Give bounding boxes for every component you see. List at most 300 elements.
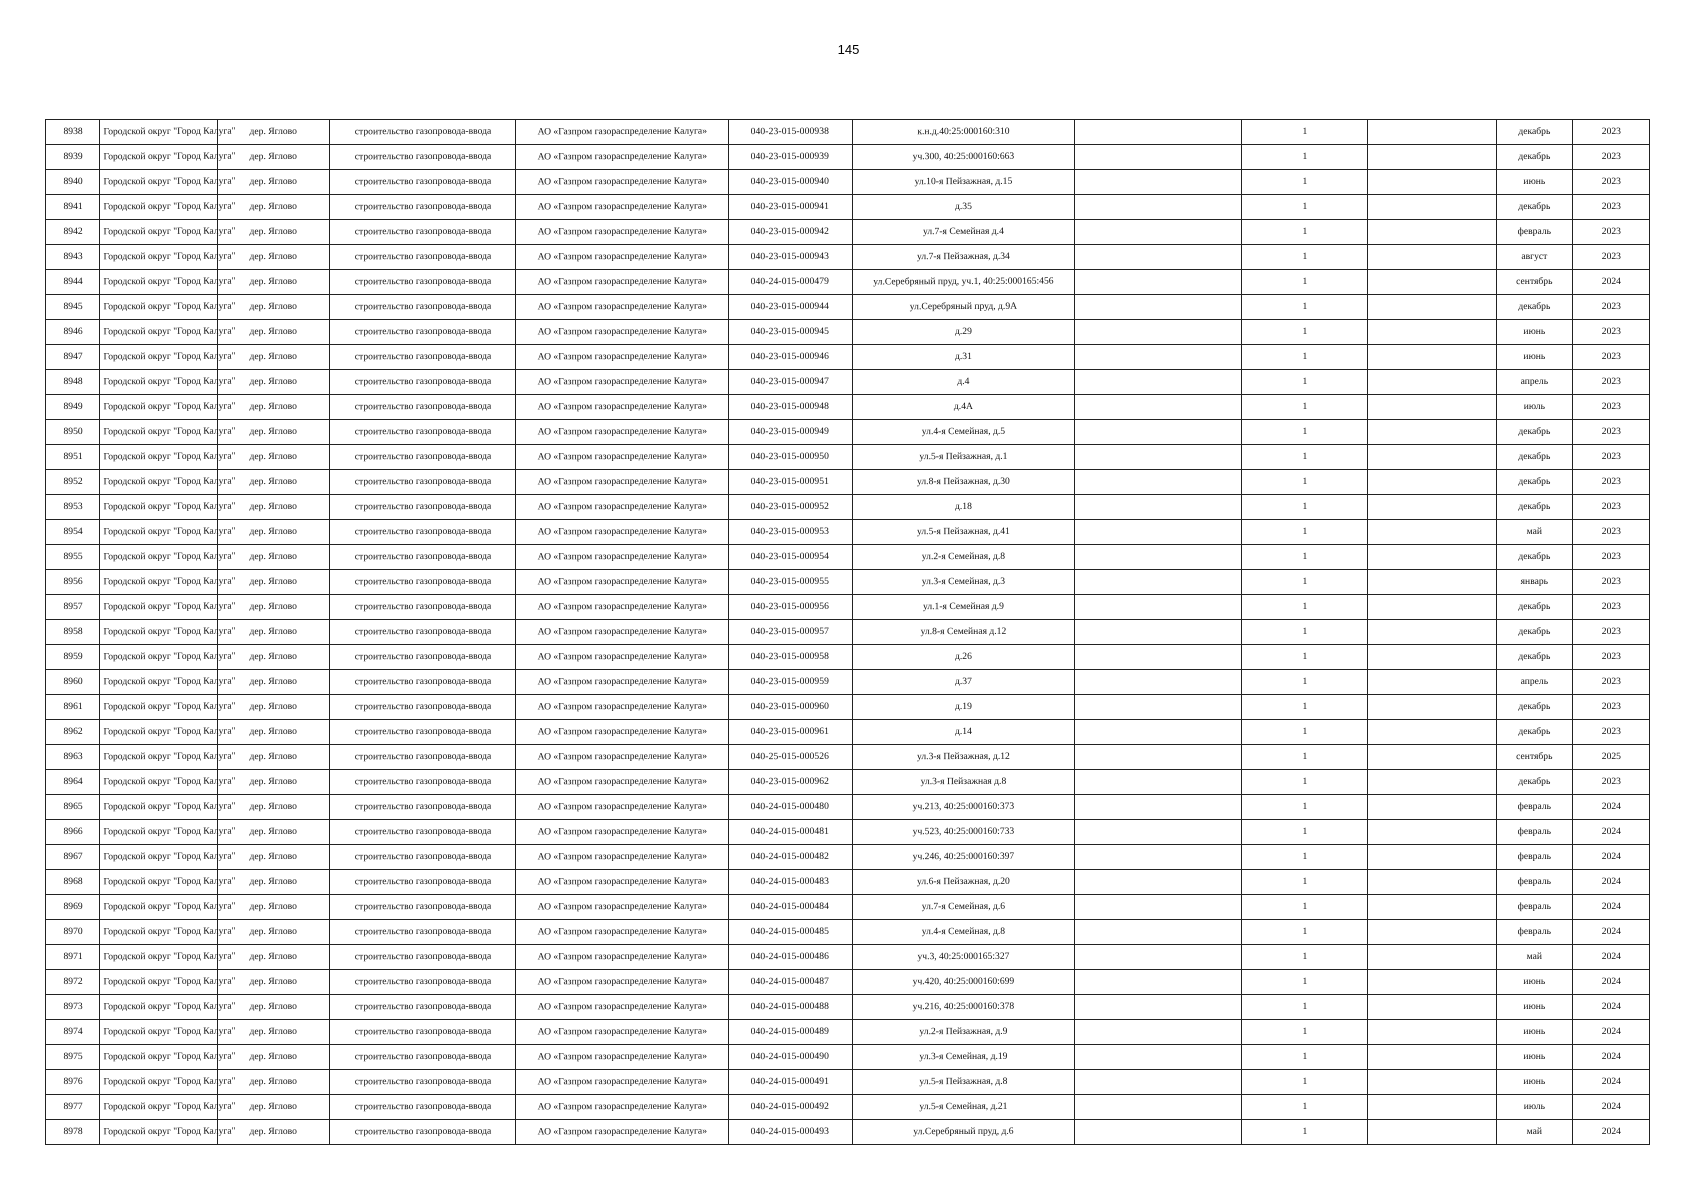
note-cell: [1075, 919, 1242, 945]
quantity-cell: 1: [1241, 694, 1367, 720]
company-cell: АО «Газпром газораспределение Калуга»: [516, 1094, 729, 1120]
district-cell: Городской округ "Город Калуга": [100, 844, 218, 870]
month-cell: июнь: [1496, 344, 1573, 369]
address-cell: д.35: [852, 194, 1075, 220]
year-cell: 2025: [1573, 744, 1650, 769]
work-type-cell: строительство газопровода-ввода: [330, 519, 516, 545]
table-row: [46, 645, 1650, 670]
row-number-cell: 8960: [45, 669, 99, 694]
district-cell: Городской округ "Город Калуга": [100, 1119, 218, 1145]
table-row: [46, 1070, 1650, 1095]
work-type-cell: строительство газопровода-ввода: [330, 794, 516, 820]
work-type-cell: строительство газопровода-ввода: [330, 1119, 516, 1145]
quantity-cell: 1: [1241, 469, 1367, 495]
address-cell: д.29: [852, 319, 1075, 345]
note-cell: [1075, 494, 1242, 520]
note-cell: [1075, 369, 1242, 395]
year-cell: 2023: [1573, 569, 1650, 594]
note-cell: [1075, 269, 1242, 295]
month-cell: февраль: [1496, 844, 1573, 869]
row-number-cell: 8952: [45, 469, 99, 494]
note-cell: [1075, 1119, 1242, 1145]
note-cell: [1075, 544, 1242, 570]
district-cell: Городской округ "Город Калуга": [100, 669, 218, 695]
table-row: [46, 195, 1650, 220]
settlement-cell: дер. Яглово: [217, 469, 330, 494]
note-cell: [1075, 869, 1242, 895]
row-number-cell: 8970: [45, 919, 99, 944]
application-code-cell: 040-23-015-000958: [728, 644, 852, 670]
work-type-cell: строительство газопровода-ввода: [330, 319, 516, 345]
settlement-cell: дер. Яглово: [217, 244, 330, 269]
year-cell: 2023: [1573, 769, 1650, 794]
settlement-cell: дер. Яглово: [217, 744, 330, 769]
note-cell: [1075, 219, 1242, 245]
settlement-cell: дер. Яглово: [217, 319, 330, 344]
month-cell: декабрь: [1496, 544, 1573, 569]
table-row: [46, 945, 1650, 970]
table-row: [46, 170, 1650, 195]
company-cell: АО «Газпром газораспределение Калуга»: [516, 994, 729, 1020]
table-row: [46, 845, 1650, 870]
row-number-cell: 8966: [45, 819, 99, 844]
quantity-cell: 1: [1241, 169, 1367, 195]
district-cell: Городской округ "Город Калуга": [100, 394, 218, 420]
note-cell: [1075, 844, 1242, 870]
district-cell: Городской округ "Город Калуга": [100, 894, 218, 920]
settlement-cell: дер. Яглово: [217, 594, 330, 619]
table-row: [46, 145, 1650, 170]
quantity-cell: 1: [1241, 444, 1367, 470]
note-cell: [1075, 419, 1242, 445]
extra-cell: [1367, 919, 1496, 945]
year-cell: 2023: [1573, 719, 1650, 744]
row-number-cell: 8950: [45, 419, 99, 444]
application-code-cell: 040-23-015-000954: [728, 544, 852, 570]
year-cell: 2023: [1573, 619, 1650, 644]
table-row: [46, 520, 1650, 545]
table-row: [46, 395, 1650, 420]
table-row: [46, 720, 1650, 745]
settlement-cell: дер. Яглово: [217, 194, 330, 219]
district-cell: Городской округ "Город Калуга": [100, 794, 218, 820]
company-cell: АО «Газпром газораспределение Калуга»: [516, 419, 729, 445]
settlement-cell: дер. Яглово: [217, 169, 330, 194]
work-type-cell: строительство газопровода-ввода: [330, 844, 516, 870]
row-number-cell: 8975: [45, 1044, 99, 1069]
work-type-cell: строительство газопровода-ввода: [330, 1069, 516, 1095]
month-cell: июнь: [1496, 994, 1573, 1019]
company-cell: АО «Газпром газораспределение Калуга»: [516, 394, 729, 420]
row-number-cell: 8973: [45, 994, 99, 1019]
work-type-cell: строительство газопровода-ввода: [330, 269, 516, 295]
quantity-cell: 1: [1241, 669, 1367, 695]
extra-cell: [1367, 369, 1496, 395]
row-number-cell: 8940: [45, 169, 99, 194]
settlement-cell: дер. Яглово: [217, 544, 330, 569]
company-cell: АО «Газпром газораспределение Калуга»: [516, 744, 729, 770]
district-cell: Городской округ "Город Калуга": [100, 619, 218, 645]
table-row: [46, 745, 1650, 770]
quantity-cell: 1: [1241, 719, 1367, 745]
month-cell: декабрь: [1496, 719, 1573, 744]
row-number-cell: 8956: [45, 569, 99, 594]
district-cell: Городской округ "Город Калуга": [100, 819, 218, 845]
district-cell: Городской округ "Город Калуга": [100, 194, 218, 220]
extra-cell: [1367, 519, 1496, 545]
district-cell: Городской округ "Город Калуга": [100, 769, 218, 795]
company-cell: АО «Газпром газораспределение Калуга»: [516, 269, 729, 295]
settlement-cell: дер. Яглово: [217, 619, 330, 644]
note-cell: [1075, 769, 1242, 795]
row-number-cell: 8948: [45, 369, 99, 394]
settlement-cell: дер. Яглово: [217, 669, 330, 694]
month-cell: декабрь: [1496, 294, 1573, 319]
company-cell: АО «Газпром газораспределение Калуга»: [516, 944, 729, 970]
year-cell: 2024: [1573, 1119, 1650, 1144]
extra-cell: [1367, 619, 1496, 645]
note-cell: [1075, 144, 1242, 170]
extra-cell: [1367, 694, 1496, 720]
address-cell: ул.7-я Семейная д.4: [852, 219, 1075, 245]
address-cell: уч.213, 40:25:000160:373: [852, 794, 1075, 820]
note-cell: [1075, 1094, 1242, 1120]
work-type-cell: строительство газопровода-ввода: [330, 144, 516, 170]
registry-table: [45, 119, 1650, 1145]
row-number-cell: 8953: [45, 494, 99, 519]
address-cell: ул.Серебряный пруд, д.6: [852, 1119, 1075, 1145]
year-cell: 2023: [1573, 519, 1650, 544]
work-type-cell: строительство газопровода-ввода: [330, 294, 516, 320]
note-cell: [1075, 394, 1242, 420]
extra-cell: [1367, 194, 1496, 220]
company-cell: АО «Газпром газораспределение Калуга»: [516, 444, 729, 470]
work-type-cell: строительство газопровода-ввода: [330, 719, 516, 745]
company-cell: АО «Газпром газораспределение Калуга»: [516, 1119, 729, 1145]
work-type-cell: строительство газопровода-ввода: [330, 344, 516, 370]
application-code-cell: 040-25-015-000526: [728, 744, 852, 770]
year-cell: 2024: [1573, 944, 1650, 969]
year-cell: 2023: [1573, 594, 1650, 619]
address-cell: ул.6-я Пейзажная, д.20: [852, 869, 1075, 895]
month-cell: декабрь: [1496, 594, 1573, 619]
table-row: [46, 1095, 1650, 1120]
row-number-cell: 8965: [45, 794, 99, 819]
settlement-cell: дер. Яглово: [217, 1019, 330, 1044]
address-cell: уч.246, 40:25:000160:397: [852, 844, 1075, 870]
extra-cell: [1367, 569, 1496, 595]
district-cell: Городской округ "Город Калуга": [100, 869, 218, 895]
quantity-cell: 1: [1241, 969, 1367, 995]
row-number-cell: 8954: [45, 519, 99, 544]
district-cell: Городской округ "Город Калуга": [100, 294, 218, 320]
quantity-cell: 1: [1241, 369, 1367, 395]
work-type-cell: строительство газопровода-ввода: [330, 194, 516, 220]
month-cell: февраль: [1496, 794, 1573, 819]
extra-cell: [1367, 544, 1496, 570]
company-cell: АО «Газпром газораспределение Калуга»: [516, 619, 729, 645]
quantity-cell: 1: [1241, 594, 1367, 620]
month-cell: декабрь: [1496, 494, 1573, 519]
address-cell: ул.Серебряный пруд, д.9А: [852, 294, 1075, 320]
settlement-cell: дер. Яглово: [217, 819, 330, 844]
month-cell: декабрь: [1496, 419, 1573, 444]
year-cell: 2023: [1573, 294, 1650, 319]
row-number-cell: 8949: [45, 394, 99, 419]
district-cell: Городской округ "Город Калуга": [100, 369, 218, 395]
note-cell: [1075, 469, 1242, 495]
table-row: [46, 970, 1650, 995]
month-cell: февраль: [1496, 219, 1573, 244]
extra-cell: [1367, 244, 1496, 270]
application-code-cell: 040-23-015-000938: [728, 119, 852, 145]
district-cell: Городской округ "Город Калуга": [100, 319, 218, 345]
settlement-cell: дер. Яглово: [217, 569, 330, 594]
address-cell: ул.4-я Семейная, д.8: [852, 919, 1075, 945]
month-cell: январь: [1496, 569, 1573, 594]
settlement-cell: дер. Яглово: [217, 269, 330, 294]
district-cell: Городской округ "Город Калуга": [100, 544, 218, 570]
address-cell: ул.5-я Семейная, д.21: [852, 1094, 1075, 1120]
extra-cell: [1367, 294, 1496, 320]
address-cell: к.н.д.40:25:000160:310: [852, 119, 1075, 145]
work-type-cell: строительство газопровода-ввода: [330, 669, 516, 695]
year-cell: 2023: [1573, 144, 1650, 169]
month-cell: июнь: [1496, 169, 1573, 194]
company-cell: АО «Газпром газораспределение Калуга»: [516, 844, 729, 870]
work-type-cell: строительство газопровода-ввода: [330, 869, 516, 895]
extra-cell: [1367, 794, 1496, 820]
application-code-cell: 040-24-015-000492: [728, 1094, 852, 1120]
settlement-cell: дер. Яглово: [217, 519, 330, 544]
extra-cell: [1367, 769, 1496, 795]
extra-cell: [1367, 1069, 1496, 1095]
extra-cell: [1367, 144, 1496, 170]
row-number-cell: 8944: [45, 269, 99, 294]
company-cell: АО «Газпром газораспределение Калуга»: [516, 769, 729, 795]
row-number-cell: 8951: [45, 444, 99, 469]
note-cell: [1075, 894, 1242, 920]
year-cell: 2024: [1573, 819, 1650, 844]
quantity-cell: 1: [1241, 294, 1367, 320]
work-type-cell: строительство газопровода-ввода: [330, 919, 516, 945]
application-code-cell: 040-23-015-000939: [728, 144, 852, 170]
month-cell: февраль: [1496, 869, 1573, 894]
work-type-cell: строительство газопровода-ввода: [330, 619, 516, 645]
year-cell: 2024: [1573, 269, 1650, 294]
settlement-cell: дер. Яглово: [217, 794, 330, 819]
address-cell: ул.7-я Семейная, д.6: [852, 894, 1075, 920]
district-cell: Городской округ "Город Калуга": [100, 519, 218, 545]
company-cell: АО «Газпром газораспределение Калуга»: [516, 119, 729, 145]
district-cell: Городской округ "Город Калуга": [100, 144, 218, 170]
company-cell: АО «Газпром газораспределение Калуга»: [516, 344, 729, 370]
application-code-cell: 040-23-015-000945: [728, 319, 852, 345]
year-cell: 2023: [1573, 119, 1650, 144]
address-cell: уч.523, 40:25:000160:733: [852, 819, 1075, 845]
company-cell: АО «Газпром газораспределение Калуга»: [516, 519, 729, 545]
address-cell: д.31: [852, 344, 1075, 370]
application-code-cell: 040-24-015-000488: [728, 994, 852, 1020]
row-number-cell: 8945: [45, 294, 99, 319]
year-cell: 2023: [1573, 444, 1650, 469]
year-cell: 2023: [1573, 319, 1650, 344]
address-cell: ул.5-я Пейзажная, д.8: [852, 1069, 1075, 1095]
work-type-cell: строительство газопровода-ввода: [330, 469, 516, 495]
month-cell: июль: [1496, 394, 1573, 419]
note-cell: [1075, 744, 1242, 770]
month-cell: июль: [1496, 1094, 1573, 1119]
table-row: [46, 1045, 1650, 1070]
year-cell: 2023: [1573, 344, 1650, 369]
year-cell: 2023: [1573, 169, 1650, 194]
row-number-cell: 8942: [45, 219, 99, 244]
quantity-cell: 1: [1241, 1119, 1367, 1145]
district-cell: Городской округ "Город Калуга": [100, 1019, 218, 1045]
table-row: [46, 595, 1650, 620]
note-cell: [1075, 569, 1242, 595]
note-cell: [1075, 944, 1242, 970]
month-cell: май: [1496, 944, 1573, 969]
district-cell: Городской округ "Город Калуга": [100, 1044, 218, 1070]
table-body: [46, 120, 1650, 1145]
district-cell: Городской округ "Город Калуга": [100, 969, 218, 995]
row-number-cell: 8946: [45, 319, 99, 344]
row-number-cell: 8938: [45, 119, 99, 144]
district-cell: Городской округ "Город Калуга": [100, 344, 218, 370]
quantity-cell: 1: [1241, 944, 1367, 970]
year-cell: 2024: [1573, 869, 1650, 894]
row-number-cell: 8963: [45, 744, 99, 769]
table-row: [46, 895, 1650, 920]
work-type-cell: строительство газопровода-ввода: [330, 1044, 516, 1070]
settlement-cell: дер. Яглово: [217, 444, 330, 469]
district-cell: Городской округ "Город Калуга": [100, 219, 218, 245]
row-number-cell: 8957: [45, 594, 99, 619]
extra-cell: [1367, 719, 1496, 745]
row-number-cell: 8967: [45, 844, 99, 869]
district-cell: Городской округ "Город Калуга": [100, 469, 218, 495]
extra-cell: [1367, 669, 1496, 695]
quantity-cell: 1: [1241, 394, 1367, 420]
address-cell: ул.5-я Пейзажная, д.41: [852, 519, 1075, 545]
note-cell: [1075, 169, 1242, 195]
year-cell: 2023: [1573, 669, 1650, 694]
row-number-cell: 8974: [45, 1019, 99, 1044]
district-cell: Городской округ "Город Калуга": [100, 644, 218, 670]
application-code-cell: 040-23-015-000962: [728, 769, 852, 795]
settlement-cell: дер. Яглово: [217, 1069, 330, 1094]
quantity-cell: 1: [1241, 894, 1367, 920]
year-cell: 2023: [1573, 394, 1650, 419]
row-number-cell: 8976: [45, 1069, 99, 1094]
address-cell: ул.Серебряный пруд, уч.1, 40:25:000165:456: [852, 269, 1075, 295]
district-cell: Городской округ "Город Калуга": [100, 719, 218, 745]
settlement-cell: дер. Яглово: [217, 369, 330, 394]
address-cell: ул.2-я Семейная, д.8: [852, 544, 1075, 570]
settlement-cell: дер. Яглово: [217, 719, 330, 744]
quantity-cell: 1: [1241, 1069, 1367, 1095]
year-cell: 2023: [1573, 219, 1650, 244]
company-cell: АО «Газпром газораспределение Калуга»: [516, 869, 729, 895]
extra-cell: [1367, 219, 1496, 245]
year-cell: 2024: [1573, 894, 1650, 919]
extra-cell: [1367, 994, 1496, 1020]
quantity-cell: 1: [1241, 644, 1367, 670]
application-code-cell: 040-23-015-000949: [728, 419, 852, 445]
company-cell: АО «Газпром газораспределение Калуга»: [516, 494, 729, 520]
table-row: [46, 995, 1650, 1020]
settlement-cell: дер. Яглово: [217, 944, 330, 969]
note-cell: [1075, 794, 1242, 820]
year-cell: 2024: [1573, 1044, 1650, 1069]
table-row: [46, 570, 1650, 595]
address-cell: ул.5-я Пейзажная, д.1: [852, 444, 1075, 470]
table-row: [46, 670, 1650, 695]
extra-cell: [1367, 844, 1496, 870]
company-cell: АО «Газпром газораспределение Калуга»: [516, 719, 729, 745]
month-cell: декабрь: [1496, 769, 1573, 794]
address-cell: уч.216, 40:25:000160:378: [852, 994, 1075, 1020]
company-cell: АО «Газпром газораспределение Калуга»: [516, 794, 729, 820]
quantity-cell: 1: [1241, 1019, 1367, 1045]
address-cell: уч.300, 40:25:000160:663: [852, 144, 1075, 170]
quantity-cell: 1: [1241, 519, 1367, 545]
extra-cell: [1367, 1044, 1496, 1070]
month-cell: май: [1496, 519, 1573, 544]
year-cell: 2024: [1573, 1019, 1650, 1044]
year-cell: 2024: [1573, 969, 1650, 994]
month-cell: февраль: [1496, 919, 1573, 944]
company-cell: АО «Газпром газораспределение Калуга»: [516, 294, 729, 320]
company-cell: АО «Газпром газораспределение Калуга»: [516, 469, 729, 495]
table-row: [46, 245, 1650, 270]
district-cell: Городской округ "Город Калуга": [100, 944, 218, 970]
table-row: [46, 870, 1650, 895]
application-code-cell: 040-24-015-000490: [728, 1044, 852, 1070]
settlement-cell: дер. Яглово: [217, 694, 330, 719]
table-row: [46, 270, 1650, 295]
address-cell: д.4: [852, 369, 1075, 395]
registry-table-container: [45, 119, 1650, 1145]
note-cell: [1075, 819, 1242, 845]
quantity-cell: 1: [1241, 619, 1367, 645]
application-code-cell: 040-23-015-000950: [728, 444, 852, 470]
district-cell: Городской округ "Город Калуга": [100, 694, 218, 720]
month-cell: декабрь: [1496, 194, 1573, 219]
year-cell: 2024: [1573, 994, 1650, 1019]
application-code-cell: 040-23-015-000942: [728, 219, 852, 245]
extra-cell: [1367, 119, 1496, 145]
extra-cell: [1367, 1119, 1496, 1145]
year-cell: 2023: [1573, 694, 1650, 719]
extra-cell: [1367, 419, 1496, 445]
extra-cell: [1367, 969, 1496, 995]
application-code-cell: 040-23-015-000957: [728, 619, 852, 645]
company-cell: АО «Газпром газораспределение Калуга»: [516, 894, 729, 920]
row-number-cell: 8964: [45, 769, 99, 794]
year-cell: 2023: [1573, 369, 1650, 394]
extra-cell: [1367, 819, 1496, 845]
work-type-cell: строительство газопровода-ввода: [330, 694, 516, 720]
settlement-cell: дер. Яглово: [217, 219, 330, 244]
address-cell: ул.8-я Пейзажная, д.30: [852, 469, 1075, 495]
table-row: [46, 495, 1650, 520]
month-cell: февраль: [1496, 894, 1573, 919]
district-cell: Городской округ "Город Калуга": [100, 244, 218, 270]
address-cell: ул.8-я Семейная д.12: [852, 619, 1075, 645]
quantity-cell: 1: [1241, 769, 1367, 795]
